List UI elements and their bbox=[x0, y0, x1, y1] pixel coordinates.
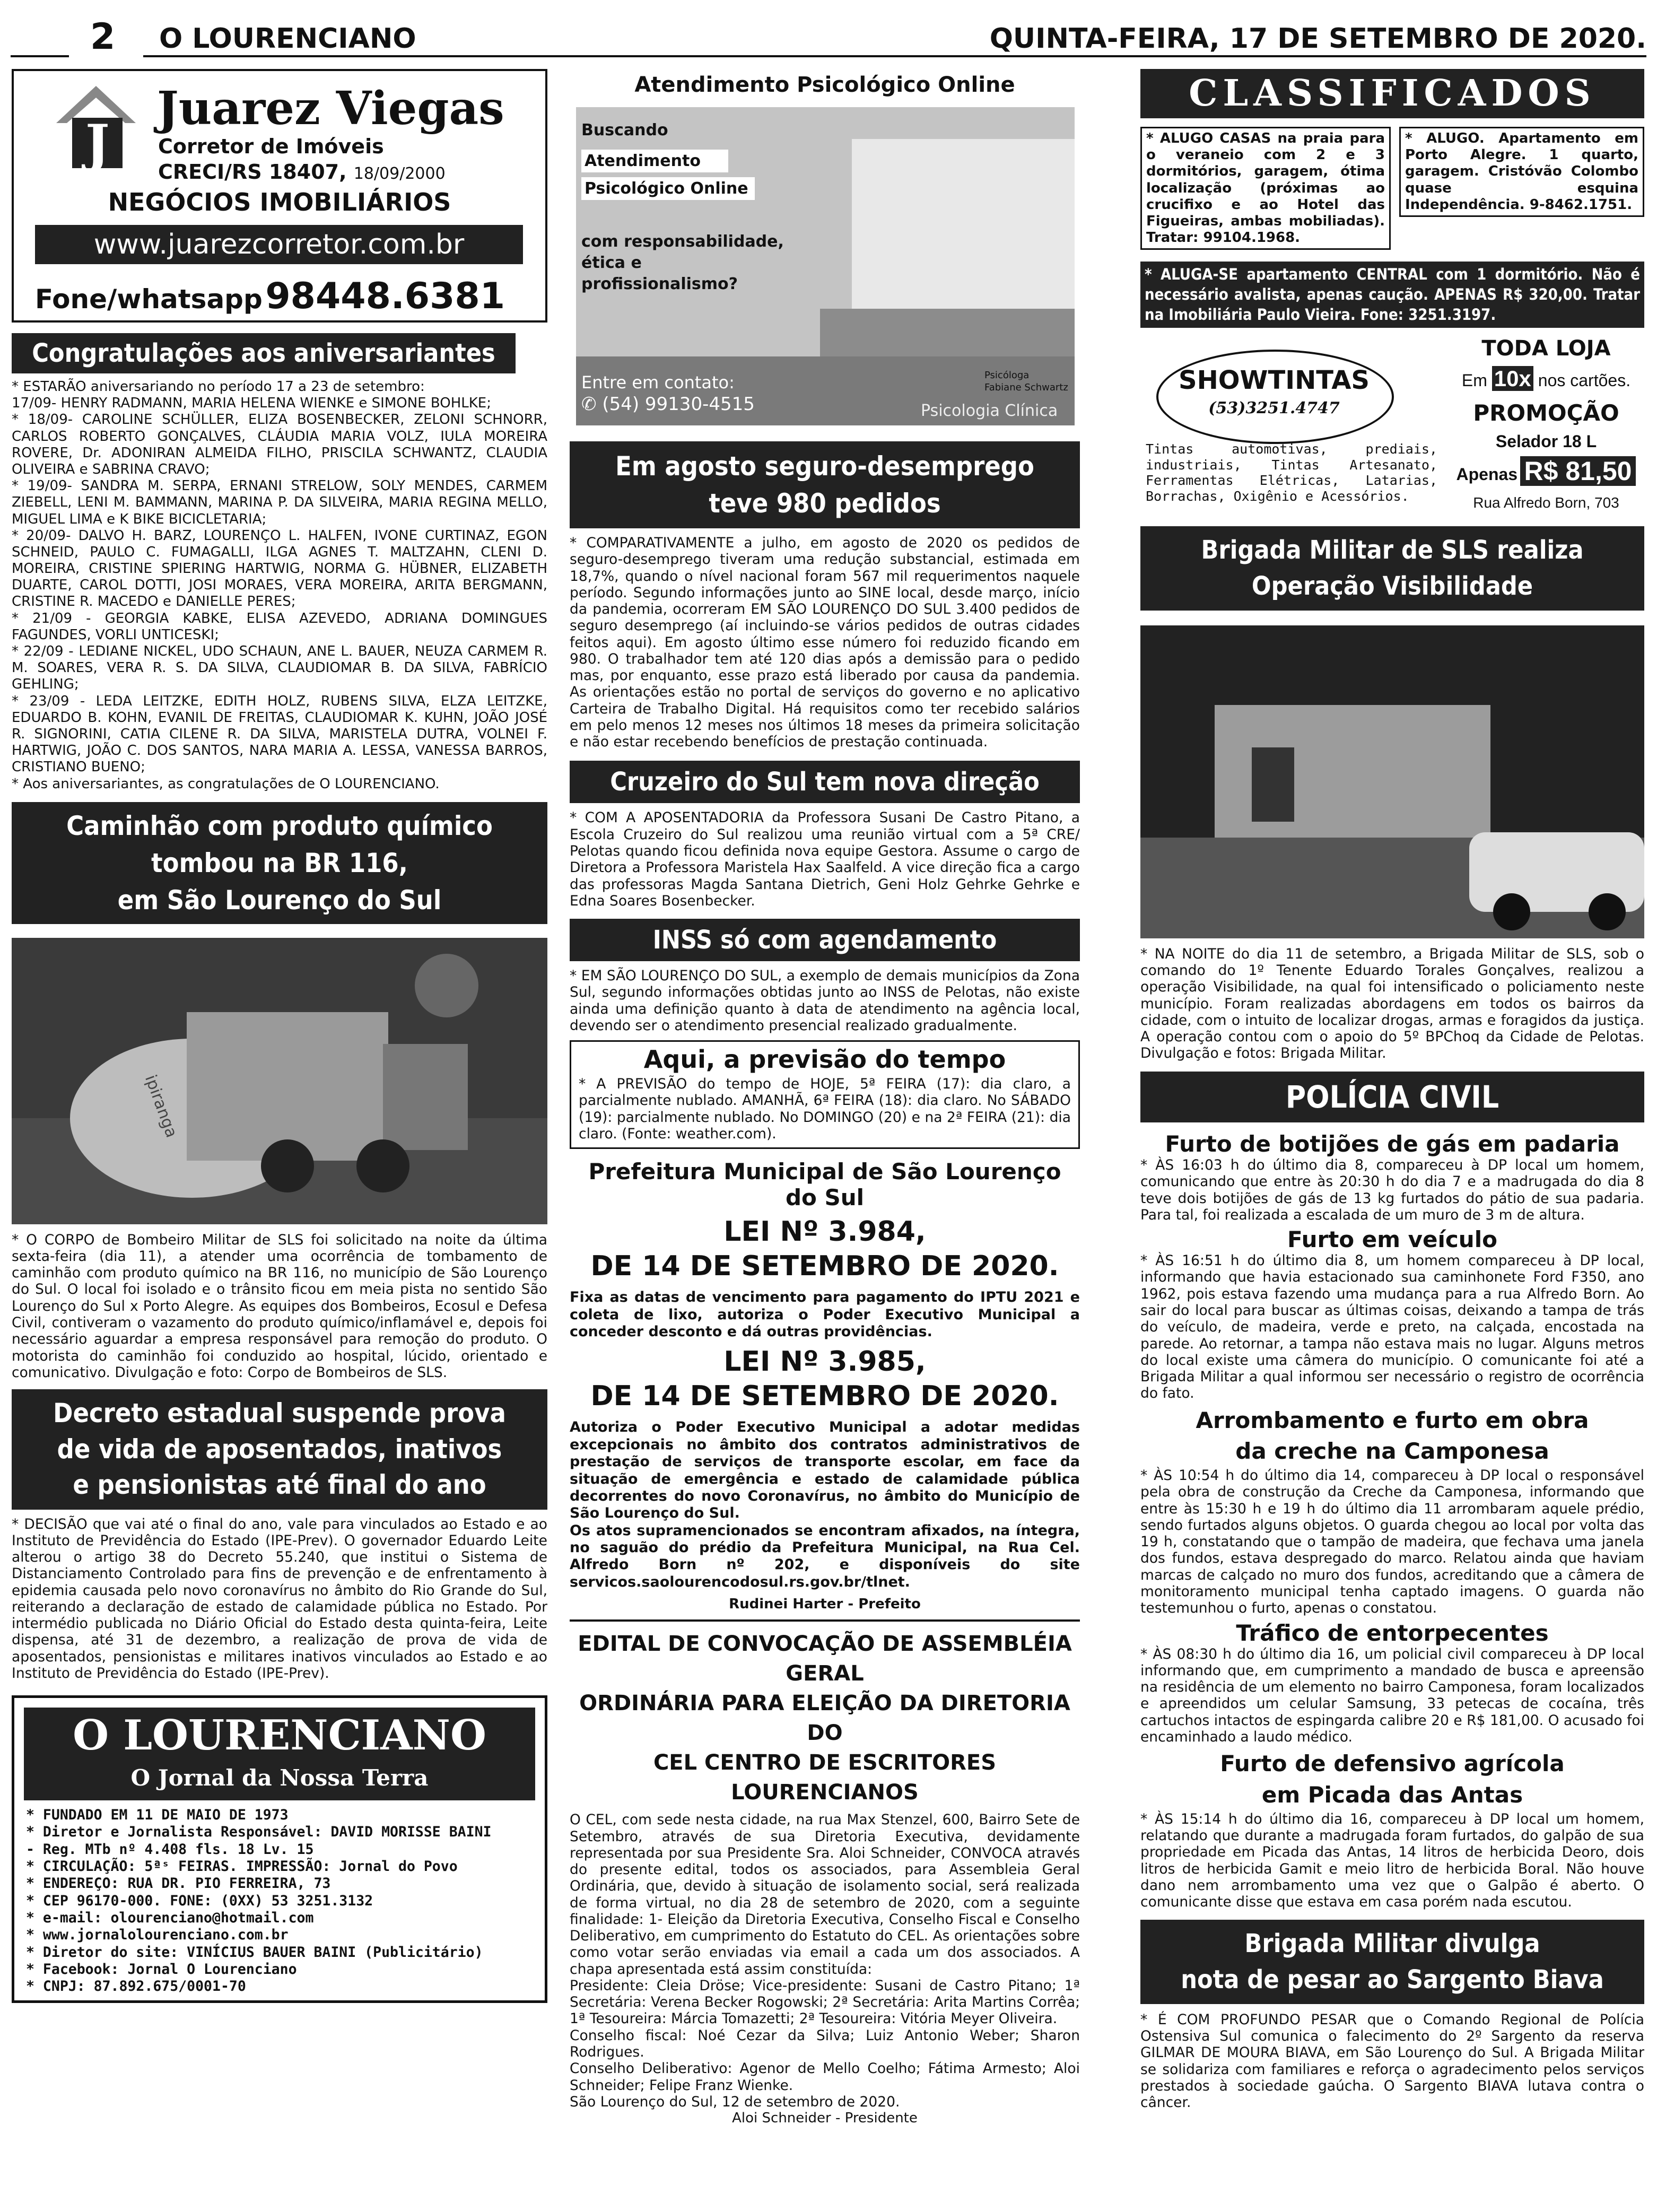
phone-label: Fone/whatsapp bbox=[35, 284, 263, 315]
unemployment-text: * COMPARATIVAMENTE a julho, em agosto de 2020 os pedidos de seguro-desemprego tiveram uma redução substancial, estimada em 18,7%, quando o nível nacional foram 567 mil requerimentos naquele período. Segundo informações junto ao SINE local, desde março, início da pandemia, ocorreram EM SÃO LOURENÇO DO SUL 3.400 pedidos de seguro desemprego (aí incluindo-se vários pedidos de outras cidades feitos aqui). Em agosto último esse número foi reduzido ficando em 980. O trabalhador tem até 120 dias após a demissão para o pedido mas, por enquanto, esse prazo está liberado por causa da pandemia. As orientações estão no portal de serviços do governo e no aplicativo Carteira de Trabalho Digital. Há requisitos como ter recebido salários em pelo menos 12 meses nos últimos 18 meses da primeira solicitação e não estar recebendo benefícios de prestação continuada. bbox=[570, 535, 1080, 751]
masthead-box bbox=[12, 1695, 547, 2003]
truck-photo-image bbox=[12, 938, 547, 1224]
policia-s5-title bbox=[1140, 1748, 1644, 1811]
weather-title: Aqui, a previsão do tempo bbox=[643, 1045, 1006, 1074]
installments-badge: 10x bbox=[1492, 366, 1533, 391]
truck-label: ipiranga bbox=[141, 1072, 181, 1140]
unemployment-title-l2: teve 980 pedidos bbox=[709, 488, 941, 519]
psych-contact-label: Entre em contato: bbox=[581, 372, 735, 393]
classifieds-title: CLASSIFICADOS bbox=[1140, 69, 1644, 118]
law1-l2: DE 14 DE SETEMBRO DE 2020. bbox=[590, 1250, 1059, 1283]
policia-s3-title-l2: da creche na Camponesa bbox=[1235, 1438, 1549, 1465]
toda-loja: TODA LOJA bbox=[1481, 336, 1611, 361]
biava-title-l1: Brigada Militar divulga bbox=[1244, 1929, 1540, 1959]
psych-l2: Atendimento bbox=[581, 150, 728, 172]
brigada-title-l2: Operação Visibilidade bbox=[1251, 571, 1533, 601]
psych-l5: ética e bbox=[581, 254, 642, 272]
brigada-title-l1: Brigada Militar de SLS realiza bbox=[1201, 535, 1584, 565]
classified-ad-1-text: * ALUGO CASAS na praia para o veraneio com 2 e 3 dormitórios, garagem, ótima localização (próximas ao crucifixo e ao Hotel das Figueiras, ambas mobiliadas). Tratar: 99104.1968. bbox=[1146, 130, 1385, 246]
realtor-site[interactable]: www.juarezcorretor.com.br bbox=[93, 229, 465, 260]
psych-l6: profissionalismo? bbox=[581, 275, 738, 293]
truck-photo bbox=[12, 938, 547, 1224]
column-right bbox=[1140, 69, 1644, 2111]
truck-title-l3: em São Lourenço do Sul bbox=[117, 884, 442, 916]
birthdays-title: Congratulações aos aniversariantes bbox=[12, 333, 516, 373]
promo-price-line bbox=[1448, 456, 1644, 486]
law2-l2: DE 14 DE SETEMBRO DE 2020. bbox=[590, 1380, 1059, 1413]
juarez-ad bbox=[12, 69, 547, 323]
classified-ad-2-text: * ALUGO. Apartamento em Porto Alegre. 1 quarto, garagem. Cristóvão Colombo quase esquina Independência. 9-8462.1751. bbox=[1405, 130, 1638, 213]
edital-text: O CEL, com sede nesta cidade, na rua Max Stenzel, 600, Bairro Sete de Setembro, através de sua Diretoria Executiva, devidamente representada por sua Presidente Sra. Aloi Schneider, CONVOCA através do presente edital, todos os associados, para Assembleia Geral Ordinária, que, devido à situação de isolamento social, será realizada de forma virtual, no dia 28 de setembro de 2020, com a seguinte finalidade: 1- Eleição da Diretoria Executiva, Conselho Fiscal e Conselho Deliberativo, em cumprimento do Estatuto do CEL. As orientações sobre como votar serão enviadas via email a cada um dos associados. A chapa apresentada está assim constituída: Presidente: Cleia Dröse; Vice-presidente: Susani de Castro Pitano; 1ª Secretária: Verena Becker Rogowski; 2ª Secretária: Arita Martins Corrêa; 1ª Tesoureira: Márcia Tomazetti; 2ª Tesoureira: Vitória Meyer Oliveira. Conselho fiscal: Noé Cezar da Silva; Luiz Antonio Weber; Sharon Rodrigues. Conselho Deliberativo: Agenor de Mello Coelho; Fátima Armesto; Aloi Schneider; Felipe Franz Wienke. São Lourenço do Sul, 12 de setembro de 2020. bbox=[570, 1812, 1080, 2110]
decree-title-l1: Decreto estadual suspende prova bbox=[53, 1398, 506, 1429]
decree-text: * DECISÃO que vai até o final do ano, vale para vinculados ao Estado e ao Instituto de Previdência do Estado (IPE-Prev). O governador Eduardo Leite alterou o artigo 38 do Decreto 55.240, que institui o Sistema de Distanciamento Controlado para fins de prevenção e de enfrentamento à epidemia causada pelo novo coronavírus no âmbito do Rio Grande do Sul, reiterando a declaração de estado de calamidade pública no Estado. Por intermédio publicada no Diário Oficial do Estado desta quinta-feira, Leite dispensa, até 31 de dezembro, a realização de prova de vida de aposentados, pensionistas e militares inativos vinculados ao Estado e ao Instituto de Previdência do Estado (IPE-Prev). bbox=[12, 1516, 547, 1682]
showtintas-logo bbox=[1156, 350, 1394, 444]
edital-rule bbox=[570, 1619, 1080, 1622]
psych-brand: Psicologia Clínica bbox=[921, 402, 1058, 420]
policia-s1-title: Furto de botijões de gás em padaria bbox=[1165, 1131, 1620, 1157]
brigada-title bbox=[1140, 526, 1644, 610]
issue-date: QUINTA-FEIRA, 17 DE SETEMBRO DE 2020. bbox=[989, 23, 1646, 55]
column-left bbox=[12, 69, 547, 2003]
masthead-website[interactable]: * www.jornalolourenciano.com.br bbox=[26, 1927, 289, 1944]
masthead-slogan: O Jornal da Nossa Terra bbox=[130, 1765, 429, 1791]
decree-title bbox=[12, 1389, 547, 1510]
masthead-line: * Diretor e Jornalista Responsável: DAVID MORISSE BAINI bbox=[26, 1824, 492, 1841]
biava-text: * É COM PROFUNDO PESAR que o Comando Regional de Polícia Ostensiva Sul comunica o falecimento do 2º Sargento da reserva GILMAR DE MOURA BIAVA, em São Lourenço do Sul. A Brigada Militar se solidariza com familiares e reforça o agradecimento pelos serviços prestados à sociedade gaúcha. O Sargento BIAVA lutava contra o câncer. bbox=[1140, 2011, 1644, 2111]
classified-ad-3: * ALUGA-SE apartamento CENTRAL com 1 dormitório. Não é necessário avalista, apenas caução. APENAS R$ 320,00. Tratar na Imobiliária Paulo Vieira. Fone: 3251.3197. bbox=[1140, 262, 1644, 328]
brigada-text: * NA NOITE do dia 11 de setembro, a Brigada Militar de SLS, sob o comando do 1º Tenente Eduardo Torales Gonçalves, realizou a operação Visibilidade, na qual foi intensificado o policiamento neste município. Foram realizadas abordagens em todos os bairros da cidade, com o intuito de localizar drogas, armas e foragidos da justiça. A operação contou com o apoio do 5º BPChoq da Cidade de Pelotas. Divulgação e fotos: Brigada Militar. bbox=[1140, 945, 1644, 1062]
column-middle bbox=[570, 69, 1080, 2126]
law1-l1: LEI Nº 3.984, bbox=[723, 1216, 926, 1248]
masthead-name: O LOURENCIANO bbox=[73, 1711, 486, 1760]
showtintas-ad bbox=[1140, 336, 1644, 517]
biava-title-l2: nota de pesar ao Sargento Biava bbox=[1181, 1964, 1604, 1995]
installments-em: Em bbox=[1461, 371, 1487, 390]
biava-title bbox=[1140, 1920, 1644, 2004]
policia-s5-text: * ÀS 15:14 h do último dia 16, compareceu à DP local um homem, relatando que durante a madrugada foram furtados, do galpão de sua propriedade em Picada das Antas, 14 litros de herbicida Deoro, dois litros de herbicida Gamit e meio litro de herbicida Boral. Não houve dano nem arrombamento uma vez que o Galpão é aberto. O comunicante disse que estava em casa porém nada escutou. bbox=[1140, 1810, 1644, 1911]
edital-title-l3: CEL CENTRO DE ESCRITORES LOURENCIANOS bbox=[653, 1751, 997, 1805]
law1-text: Fixa as datas de vencimento para pagamento do IPTU 2021 e coleta de lixo, autoriza o Poder Executivo Municipal a conceder desconto e dá outras providências. bbox=[570, 1289, 1080, 1340]
policia-s3-title-l1: Arrombamento e furto em obra bbox=[1196, 1407, 1589, 1433]
policia-s1-text: * ÀS 16:03 h do último dia 8, compareceu à DP local um homem, comunicando que entre às 20:30 h do dia 7 e a madrugada do dia 8 teve dois botijões de gás de 13 kg furtados do pátio de sua padaria. Para tal, foi realizada a escalada de um muro de 3 m de altura. bbox=[1140, 1157, 1644, 1223]
psych-name-l1: Psicóloga bbox=[984, 370, 1030, 381]
logo-letter: J bbox=[85, 114, 110, 173]
showtintas-address: Rua Alfredo Born, 703 bbox=[1473, 494, 1619, 511]
masthead-email[interactable]: * e-mail: olourenciano@hotmail.com bbox=[26, 1910, 314, 1926]
realtor-role: Corretor de Imóveis bbox=[158, 135, 384, 158]
classified-ad-1 bbox=[1140, 127, 1391, 250]
masthead-line: * CIRCULAÇÃO: 5ªˢ FEIRAS. IMPRESSÃO: Jornal do Povo bbox=[26, 1858, 458, 1875]
law2-text: Autoriza o Poder Executivo Municipal a adotar medidas excepcionais no âmbito dos contratos administrativos de prestação de serviços de transporte escolar, em face da situação de emergência e estado de calamidade pública decorrentes do novo Coronavírus, no âmbito do Município de São Lourenço do Sul. Os atos supramencionados se encontram afixados, na íntegra, no saguão do prédio da Prefeitura Municipal, na Rua Cel. Alfredo Born nº 202, e disponíveis do site servicos.saolourencodosul.rs.gov.br/tlnet. bbox=[570, 1419, 1080, 1590]
classified-ad-2 bbox=[1399, 127, 1644, 217]
psych-ad-title: Atendimento Psicológico Online bbox=[634, 73, 1015, 97]
truck-text: * O CORPO de Bombeiro Militar de SLS foi solicitado na noite da última sexta-feira (dia 11), a atender uma ocorrência de tombamento de caminhão com produto químico na BR 116, no município de São Lourenço do Sul. O local foi isolado e o trânsito ficou em meia pista no sentido São Lourenço do Sul x Porto Alegre. As equipes dos Bombeiros, Ecosul e Defesa Civil, contiveram o vazamento do produto químico/inflamável e, depois foi necessário aguardar a empresa responsável para remoção do produto. O motorista do caminhão foi conduzido ao hospital, lúcido, orientado e comunicativo. Divulgação e foto: Corpo de Bombeiros de SLS. bbox=[12, 1231, 547, 1381]
truck-title-l1: Caminhão com produto químico bbox=[66, 810, 493, 841]
psych-l1: Buscando bbox=[581, 121, 668, 140]
inss-text: * EM SÃO LOURENÇO DO SUL, a exemplo de demais municípios da Zona Sul, segundo informações obtidas junto ao INSS de Pelotas, não existe ainda uma definição quanto à data de atendimento na agência local, devendo ser o atendimento presencial realizado gradualmente. bbox=[570, 968, 1080, 1034]
decree-title-l2: de vida de aposentados, inativos bbox=[57, 1433, 502, 1465]
brigada-photo-image bbox=[1140, 625, 1644, 938]
psych-l4: com responsabilidade, bbox=[581, 232, 784, 251]
policia-s3-title bbox=[1140, 1405, 1644, 1468]
policia-title: POLÍCIA CIVIL bbox=[1140, 1072, 1644, 1123]
psych-ad-image bbox=[576, 107, 1075, 425]
creci-date: 18/09/2000 bbox=[353, 164, 446, 183]
classifieds-row bbox=[1140, 127, 1644, 250]
masthead-line: * FUNDADO EM 11 DE MAIO DE 1973 bbox=[26, 1807, 289, 1824]
showtintas-phone: (53)3251.4747 bbox=[1208, 399, 1340, 418]
masthead-line: * Diretor do site: VINÍCIUS BAUER BAINI (Publicitário) bbox=[26, 1944, 483, 1961]
psych-contact-phone[interactable] bbox=[581, 394, 755, 415]
truck-title-l2: tombou na BR 116, bbox=[151, 847, 408, 878]
policia-s2-text: * ÀS 16:51 h do último dia 8, um homem compareceu à DP local, informando que havia estacionado sua caminhonete Ford F350, ano 1962, pois estava fazendo uma mudança para a rua Alfredo Born. Ao sair do local para buscar as últimas coisas, deixando a tampa de trás do veículo, de madeira, verde e preto, na calçada, encostada na parede. Ao retornar, a tampa não estava mais no lugar. Alguns metros do local existe uma câmera do município. O comunicante foi até a Brigada Militar a qual informou ser necessário o registro de ocorrência do fato. bbox=[1140, 1252, 1644, 1402]
business-line: NEGÓCIOS IMOBILIÁRIOS bbox=[108, 188, 451, 216]
page-header bbox=[11, 16, 1646, 58]
masthead-line: * CEP 96170-000. FONE: (0XX) 53 3251.3132 bbox=[26, 1892, 373, 1909]
policia-s4-text: * ÀS 08:30 h do último dia 16, um policial civil compareceu à DP local informando que, em cumprimento a mandado de busca e apreensão na residência de um elemento no bairro Camponesa, foram localizados e apreendidos um celular Samsung, 33 petecas de cocaína, três cartuchos intactos de espingarda calibre 20 e R$ 181,00. O acusado foi encaminhado a laudo médico. bbox=[1140, 1645, 1644, 1745]
policia-s2-title: Furto em veículo bbox=[1287, 1226, 1497, 1253]
showtintas-desc: Tintas automotivas, prediais, industriais, Tintas Artesanato, Ferramentas Elétricas, Latarias, Borrachas, Oxigênio e Acessórios. bbox=[1146, 441, 1437, 504]
installments-line bbox=[1448, 366, 1644, 391]
realtor-name: Juarez Viegas bbox=[157, 82, 504, 135]
birthdays-text: * ESTARÃO aniversariando no período 17 a 23 de setembro: 17/09- HENRY RADMANN, MARIA HELENA WIENKE e SIMONE BOHLKE; * 18/09- CAROLINE SCHÜLLER, ELIZA BOSENBECKER, ZELONI SCHNORR, CARLOS ROBERTO GONÇALVES, CLÁUDIA MARIA VOLZ, IULA MOREIRA ROVERE, Dr. ADONIRAN ALMEIDA FILHO, PRISCILA SCHWANTZ, CLAUDIA OLIVEIRA e SABRINA CRAVO; * 19/09- SANDRA M. SERPA, ERNANI STRELOW, SOLY MENDES, CARMEM ZIEBELL, LENI M. BAMMANN, MARINA P. DA SILVEIRA, MARIA REGINA MELLO, MIGUEL LIMA e K BIKE BICICLETARIA; * 20/09- DALVO H. BARZ, LOURENÇO L. HALFEN, IVONE CURTINAZ, EGON SCHNEID, PAULO C. FUMAGALLI, ILGA AGNES T. MALTZAHN, CLENI D. MOREIRA, CRISTINE SPIERING HARTWIG, NORMA G. HÜBNER, ELIZABETH DUARTE, CAROL DOTTI, JOSI MORAES, VERA MOREIRA, ARITA BERGMANN, CRISTINE R. MACEDO e DANIELLE PERES; * 21/09 - GEORGIA KABKE, ELISA AZEVEDO, ADRIANA DOMINGUES FAGUNDES, VORLI UNTICESKI; * 22/09 - LEDIANE NICKEL, UDO SCHAUN, ANE L. BAUER, NEUZA CARMEM R. M. SOARES, VERA R. S. DA SILVA, CLAUDIOMAR B. DA SILVA, FABRÍCIO GEHLING; * 23/09 - LEDA LEITZKE, EDITH HOLZ, RUBENS SILVA, ELZA LEITZKE, EDUARDO B. KOHN, EVANIL DE FREITAS, CLAUDIOMAR K. KUHN, JOÃO JOSÉ R. SIGNORINI, CATIA CILENE R. DA SILVA, MARISTELA DUTRA, VOLNEI F. HARTWIG, JOÃO C. DOS SANTOS, NARA MARIA A. LESSA, VANESSA BARROS, CRISTIANO BUENO; * Aos aniversariantes, as congratulações de O LOURENCIANO. bbox=[12, 379, 547, 792]
paper-name: O LOURENCIANO bbox=[159, 23, 416, 55]
promo-label: PROMOÇÃO bbox=[1473, 400, 1619, 426]
edital-title-l2: ORDINÁRIA PARA ELEIÇÃO DA DIRETORIA DO bbox=[579, 1691, 1070, 1746]
promo-product: Selador 18 L bbox=[1495, 432, 1597, 451]
inss-title: INSS só com agendamento bbox=[570, 919, 1080, 961]
masthead-line: * ENDEREÇO: RUA DR. PIO FERREIRA, 73 bbox=[26, 1875, 331, 1892]
masthead-facebook[interactable]: * Facebook: Jornal O Lourenciano bbox=[26, 1961, 297, 1978]
showtintas-brand: SHOWTINTAS bbox=[1179, 365, 1370, 396]
brigada-photo bbox=[1140, 625, 1644, 938]
psych-ad bbox=[570, 69, 1080, 430]
masthead-info bbox=[26, 1807, 533, 1996]
page-number: 2 bbox=[90, 16, 116, 58]
cruzeiro-title: Cruzeiro do Sul tem nova direção bbox=[570, 761, 1080, 803]
phone-number: 98448.6381 bbox=[265, 275, 505, 317]
prefeitura-signature: Rudinei Harter - Prefeito bbox=[729, 1596, 921, 1613]
installments-cards: nos cartões. bbox=[1538, 371, 1631, 390]
policia-s5-title-l1: Furto de defensivo agrícola bbox=[1220, 1751, 1565, 1777]
masthead-line: * CNPJ: 87.892.675/0001-70 bbox=[26, 1978, 246, 1995]
psych-name-l2: Fabiane Schwartz bbox=[984, 382, 1068, 393]
creci-number: CRECI/RS 18407, bbox=[158, 160, 347, 184]
prefeitura-title: Prefeitura Municipal de São Lourenço do Sul bbox=[588, 1159, 1061, 1211]
policia-s4-title: Tráfico de entorpecentes bbox=[1236, 1619, 1549, 1646]
edital-title-l1: EDITAL DE CONVOCAÇÃO DE ASSEMBLÉIA GERAL bbox=[578, 1632, 1072, 1686]
weather-text: * A PREVISÃO do tempo de HOJE, 5ª FEIRA (17): dia claro, a parcialmente nublado. AMANHÃ, 6ª FEIRA (18): dia claro. No SÁBADO (19): parcialmente nublado. No DOMINGO (20) e na 2ª FEIRA (21): dia claro. (Fonte: weather.com). bbox=[579, 1076, 1071, 1142]
cruzeiro-text: * COM A APOSENTADORIA da Professora Susani De Castro Pitano, a Escola Cruzeiro do Sul realizou uma reunião virtual com a 5ª CRE/ Pelotas quando ficou definida nova equipe Gestora. Assume o cargo de Diretora a Professora Maristela Hax Saalfeld. A vice direção fica a cargo das professoras Magda Santana Dietrich, Geni Holz Gehrke Gehrke e Edna Soares Bosenbecker. bbox=[570, 809, 1080, 909]
edital-signature: Aloi Schneider - Presidente bbox=[732, 2110, 918, 2127]
psych-l3: Psicológico Online bbox=[581, 177, 755, 200]
promo-price: R$ 81,50 bbox=[1520, 456, 1636, 486]
unemployment-title-l1: Em agosto seguro-desemprego bbox=[615, 451, 1034, 482]
header-rule-left bbox=[11, 55, 69, 57]
edital-title bbox=[570, 1629, 1080, 1807]
unemployment-title bbox=[570, 441, 1080, 528]
masthead-line: - Reg. MTb nº 4.408 fls. 18 Lv. 15 bbox=[26, 1841, 314, 1858]
promo-apenas: Apenas bbox=[1456, 465, 1518, 484]
masthead-title-block bbox=[24, 1708, 535, 1800]
policia-s3-text: * ÀS 10:54 h do último dia 14, compareceu à DP local o responsável pela obra de construção da Creche da Camponesa, informando que entre às 15:30 h e 19 h do último dia 11 arrombaram aquele prédio, sendo furtados alguns objetos. O guarda chegou ao local por volta das 19 h, constatando que o tampão de madeira, que fechava uma janela dos fundos, estava despregado do marco. Relatou ainda que haviam marcas de calçado no muro dos fundos, acreditando que a câmera de monitoramento municipal tenha captado imagens. O guarda não testemunhou o furto, apenas o constatou. bbox=[1140, 1467, 1644, 1617]
decree-title-l3: e pensionistas até final do ano bbox=[73, 1469, 486, 1501]
header-rule bbox=[143, 55, 1646, 57]
house-logo bbox=[51, 81, 141, 171]
psych-phone: (54) 99130-4515 bbox=[602, 394, 755, 415]
policia-s5-title-l2: em Picada das Antas bbox=[1261, 1781, 1523, 1808]
whatsapp-icon: ✆ bbox=[581, 394, 597, 415]
truck-title bbox=[12, 802, 547, 924]
realtor-creci bbox=[158, 160, 446, 184]
law2-l1: LEI Nº 3.985, bbox=[723, 1346, 926, 1378]
realtor-phone-line bbox=[35, 275, 505, 317]
weather-box bbox=[570, 1040, 1080, 1149]
